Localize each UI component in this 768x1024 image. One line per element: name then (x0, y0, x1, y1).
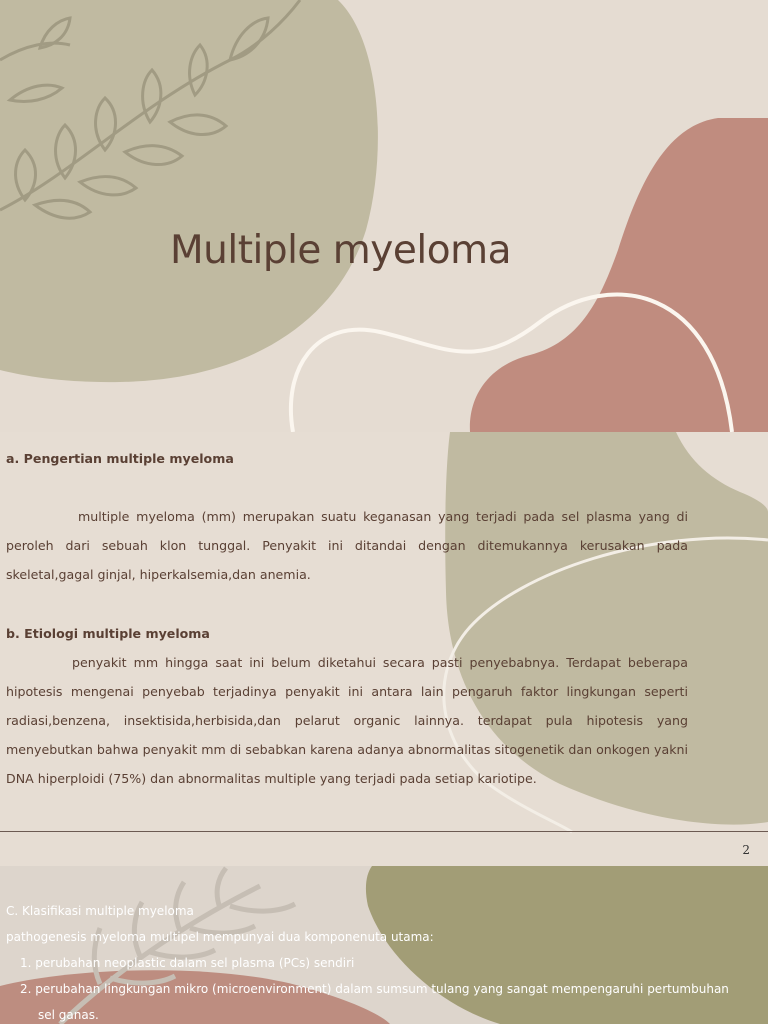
slide-content (6, 444, 688, 794)
decorative-background (0, 0, 768, 432)
page-number: 2 (742, 843, 750, 857)
section-a-heading: a. Pengertian multiple myeloma (6, 451, 234, 466)
next-slide-partial (0, 866, 768, 1024)
sage-blob (0, 0, 378, 382)
list-item-continuation: sel ganas. (38, 1008, 99, 1022)
slide3-heading: C. Klasifikasi multiple myeloma (6, 904, 194, 918)
section-b-text: penyakit mm hingga saat ini belum diketahui secara pasti penyebabnya. Terdapat beberapa hipotesis mengenai penyebab terjadinya penyakit ini antara lain pengaruh faktor lingkungan seperti radiasi,benzena, insektisida,herbisida,dan pelarut organic lainnya. terdapat pula hipotesis yang menyebutkan bahwa penyakit mm di sebabkan karena adanya abnormalitas sitogenetik dan onkogen yakni DNA hiperploidi (75%) dan abnormalitas multiple yang terjadi pada setiap kariotipe. (6, 654, 688, 787)
title-slide (0, 0, 768, 432)
section-b-heading: b. Etiologi multiple myeloma (6, 625, 210, 641)
slide3-intro: pathogenesis myeloma multipel mempunyai dua komponenuta utama: (6, 930, 434, 944)
list-item: 1. perubahan neoplastic dalam sel plasma (PCs) sendiri (20, 956, 355, 970)
section-a-text: multiple myeloma (mm) merupakan suatu keganasan yang terjadi pada sel plasma yang di peroleh dari sebuah klon tunggal. Penyakit ini ditandai dengan ditemukannya kerusakan pada skeletal,gagal ginjal, hiperkalsemia,dan anemia. (6, 509, 688, 583)
slide3-content (6, 898, 729, 1024)
slide-divider (0, 831, 768, 832)
slide-title: Multiple myeloma (170, 228, 511, 273)
content-slide (0, 432, 768, 864)
list-item: 2. perubahan lingkungan mikro (microenvironment) dalam sumsum tulang yang sangat mempengaruhi pertumbuhan (20, 982, 729, 996)
